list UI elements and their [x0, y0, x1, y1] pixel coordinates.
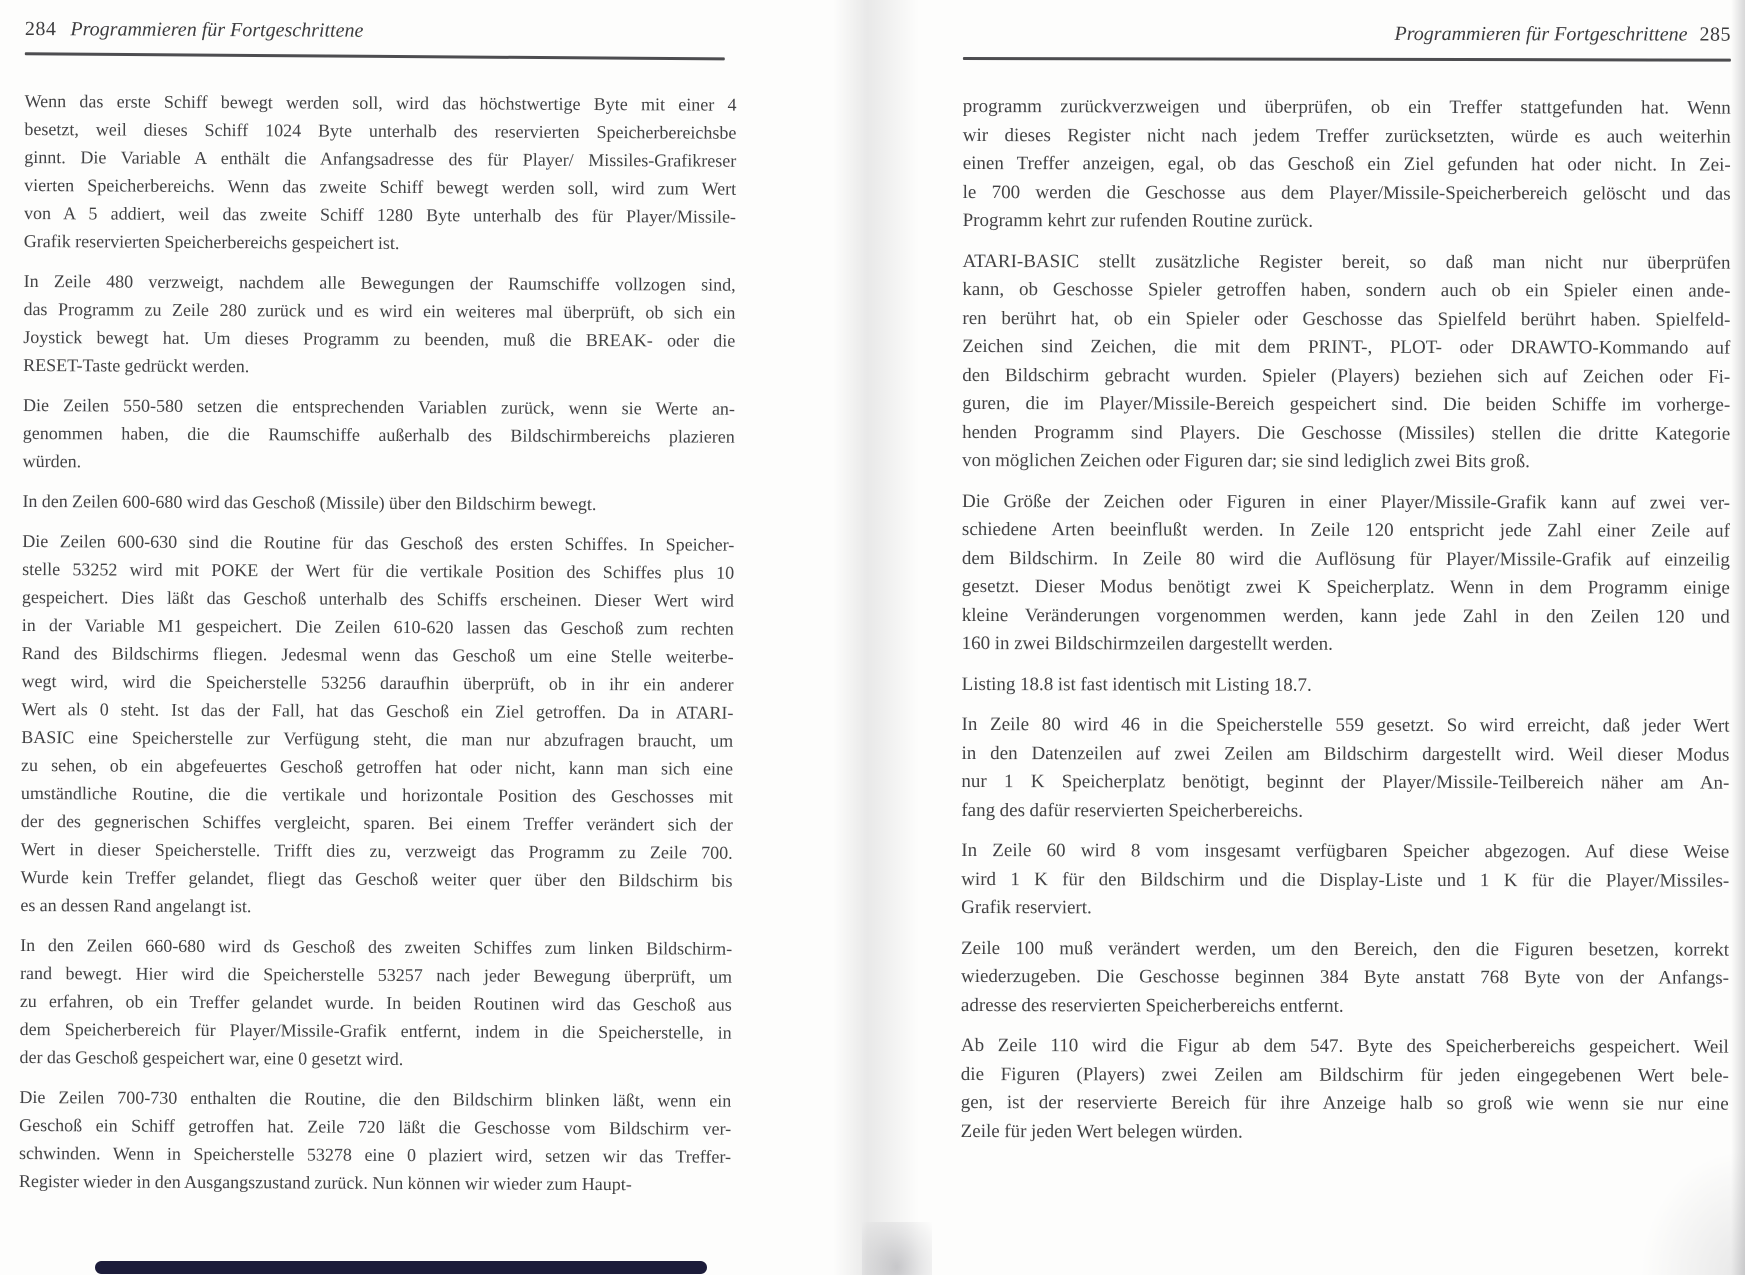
left-page-body: [19, 87, 737, 1199]
text-line: BASIC eine Speicherstelle zur Verfügung steht, die man nur abzufragen braucht, um: [21, 726, 734, 751]
paragraph: [24, 87, 737, 259]
text-line: in den Datenzeilen auf zwei Zeilen am Bildschirm dargestellt wird. Weil dieser Modus: [961, 742, 1730, 766]
left-header-rule: [25, 52, 725, 60]
paragraph: [19, 1083, 732, 1199]
text-line: Geschoß ein Schiff getroffen hat. Zeile 720 läßt die Geschosse vom Bildschirm ver-: [19, 1114, 732, 1139]
paragraph: [961, 934, 1729, 1021]
text-line: ATARI-BASIC stellt zusätzliche Register bereit, so daß man nicht nur überprüfen: [962, 250, 1731, 274]
text-line: Listing 18.8 ist fast identisch mit Listing 18.7.: [961, 673, 1312, 696]
paragraph: [23, 391, 735, 479]
text-line: besetzt, weil dieses Schiff 1024 Byte unterhalb des reservierten Speicherbereichsbe: [24, 118, 737, 143]
text-line: das Programm zu Zeile 280 zurück und es wird ein weiteres mal überprüft, ob sich ein: [23, 298, 736, 323]
scan-corner-shadow: [1640, 1150, 1745, 1275]
left-page: [19, 18, 737, 1211]
left-page-number: 284: [24, 18, 57, 41]
text-line: Zeile 100 muß verändert werden, um den Bereich, den die Figuren besetzen, korrekt: [961, 937, 1730, 961]
text-line: RESET-Taste gedrückt werden.: [23, 354, 250, 377]
horizontal-scrollbar-thumb[interactable]: [95, 1261, 707, 1274]
text-line: Grafik reservierten Speicherbereichs gespeichert ist.: [23, 230, 400, 253]
text-line: kleine Veränderungen vorgenommen werden, kann jede Zahl in den Zeilen 120 und: [961, 604, 1730, 628]
paragraph: [963, 93, 1731, 237]
text-line: Wenn das erste Schiff bewegt werden soll, wird das höchstwertige Byte mit einer 4: [24, 90, 737, 115]
right-page-header: [963, 22, 1731, 47]
left-page-header: [25, 18, 737, 45]
text-line: kann, ob Geschosse Spieler getroffen haben, sondern auch ob ein Spieler einen ande-: [962, 278, 1731, 302]
text-line: In den Zeilen 600-680 wird das Geschoß (Missile) über den Bildschirm bewegt.: [22, 490, 597, 514]
paragraph: [962, 670, 1730, 700]
text-line: wird 1 K für den Bildschirm und die Display-Liste und 1 K für die Player/Missiles-: [961, 868, 1730, 892]
text-line: Wert in dieser Speicherstelle. Trifft dies zu, verzweigt das Programm zu Zeile 700.: [20, 838, 733, 863]
text-line: der des gegnerischen Schiffes vergleicht, sparen. Bei einem Treffer verändert sich der: [20, 810, 733, 835]
text-line: Ab Zeile 110 wird die Figur ab dem 547. Byte des Speicherbereichs gespeichert. Weil: [960, 1034, 1729, 1058]
text-line: In den Zeilen 660-680 wird ds Geschoß des zweiten Schiffes zum linken Bildschirm-: [20, 934, 733, 959]
text-line: wegt wird, wird die Speicherstelle 53256 daraufhin überprüft, ob in ihr ein anderer: [21, 670, 734, 695]
text-line: In Zeile 60 wird 8 vom insgesamt verfügbaren Speicher abgezogen. Auf diese Weise: [961, 839, 1730, 863]
text-line: zu erfahren, ob ein Treffer gelandet wurde. In beiden Routinen wird das Geschoß aus: [19, 990, 732, 1015]
gutter-bottom-shadow: [862, 1222, 932, 1275]
text-line: vierten Speicherbereichs. Wenn das zweite Schiff bewegt werden soll, wird zum Wert: [24, 174, 737, 199]
paragraph: [19, 931, 732, 1075]
paragraph: [961, 711, 1729, 827]
text-line: Die Zeilen 700-730 enthalten die Routine, die den Bildschirm blinken läßt, wenn ein: [19, 1086, 732, 1111]
text-line: Die Größe der Zeichen oder Figuren in einer Player/Missile-Grafik kann auf zwei ver-: [961, 490, 1731, 514]
text-line: wiederzugeben. Die Geschosse beginnen 384 Byte anstatt 768 Byte von der Anfangs-: [960, 965, 1730, 989]
text-line: le 700 werden die Geschosse aus dem Player/Missile-Speicherbereich gelöscht und das: [962, 181, 1731, 205]
paragraph: [961, 837, 1729, 924]
text-line: Wurde kein Treffer gelandet, fliegt das Geschoß weiter quer über den Bildschirm bis: [20, 866, 733, 891]
text-line: Joystick bewegt hat. Um dieses Programm zu beenden, muß die BREAK- oder die: [23, 326, 736, 351]
text-line: dem Speicherbereich für Player/Missile-Grafik entfernt, indem in die Speicherstelle, in: [19, 1018, 732, 1043]
text-line: Rand des Bildschirms fliegen. Jedesmal wenn das Geschoß um eine Stelle weiterbe-: [21, 642, 734, 667]
text-line: Zeichen sind Zeichen, die mit dem PRINT-, PLOT- oder DRAWTO-Kommando auf: [962, 335, 1731, 359]
right-running-title: Programmieren für Fortgeschrittene: [1394, 22, 1688, 46]
left-running-title: Programmieren für Fortgeschrittene: [70, 18, 364, 42]
right-page-body: [961, 93, 1731, 1148]
text-line: wir dieses Register nicht nach jedem Treffer zurücksetzten, würde es auch weiterhin: [962, 124, 1731, 148]
text-line: ginnt. Die Variable A enthält die Anfangsadresse des für Player/ Missiles-Grafikreser: [24, 146, 737, 171]
text-line: stelle 53252 wird mit POKE der Wert für die vertikale Position des Schiffes plus 10: [22, 558, 735, 583]
right-page-number: 285: [1699, 23, 1731, 46]
scan-right-edge-shadow: [1731, 0, 1745, 1275]
text-line: gespeichert. Dies läßt das Geschoß unterhalb des Schiffs erscheinen. Dieser Wert wird: [21, 586, 735, 611]
text-line: Register wieder in den Ausgangszustand zurück. Nun können wir wieder zum Haupt-: [18, 1170, 632, 1195]
text-line: ren berührt hat, ob ein Spieler oder Geschosse das Spielfeld berührt haben. Spielfeld-: [962, 307, 1731, 331]
text-line: es an dessen Rand angelangt ist.: [20, 894, 252, 917]
text-line: Programm kehrt zur rufenden Routine zurück.: [962, 209, 1314, 232]
text-line: den Bildschirm gebracht wurden. Spieler (Players) beziehen sich auf Zeichen oder Fi-: [962, 364, 1731, 388]
text-line: rand bewegt. Hier wird die Speicherstelle 53257 nach jeder Bewegung überprüft, um: [19, 962, 733, 987]
text-line: guren, die im Player/Missile-Bereich gespeichert sind. Die beiden Schiffe im vorherge-: [962, 392, 1731, 416]
text-line: Grafik reserviert.: [961, 896, 1092, 919]
text-line: schwinden. Wenn in Speicherstelle 53278 eine 0 plaziert wird, setzen wir das Treffer-: [19, 1142, 732, 1167]
text-line: von möglichen Zeichen oder Figuren dar; sie sind lediglich zwei Bits groß.: [962, 449, 1530, 473]
text-line: gesetzt. Dieser Modus benötigt zwei K Speicherplatz. Wenn in dem Programm einige: [961, 575, 1730, 599]
text-line: dem Bildschirm. In Zeile 80 wird die Auflösung für Player/Missile-Grafik auf einzeilig: [961, 547, 1730, 571]
paragraph: [961, 1032, 1729, 1148]
text-line: henden Programm sind Players. Die Geschosse (Missiles) stellen die dritte Kategorie: [962, 421, 1731, 445]
text-line: in der Variable M1 gespeichert. Die Zeilen 610-620 lassen das Geschoß zum rechten: [21, 614, 734, 639]
text-line: nur 1 K Speicherplatz benötigt, beginnt der Player/Missile-Teilbereich näher am An-: [961, 770, 1730, 794]
right-header-rule: [963, 57, 1731, 62]
text-line: programm zurückverzweigen und überprüfen, ob ein Treffer stattgefunden hat. Wenn: [962, 95, 1731, 119]
paragraph: [962, 247, 1730, 477]
paragraph: [22, 487, 734, 519]
text-line: der das Geschoß gespeichert war, eine 0 gesetzt wird.: [19, 1046, 404, 1069]
text-line: einen Treffer anzeigen, egal, ob das Geschoß ein Ziel gefunden hat oder nicht. In Zei-: [962, 152, 1731, 176]
text-line: Wert als 0 steht. Ist das der Fall, hat das Geschoß ein Ziel getroffen. Da in ATARI-: [21, 698, 734, 723]
text-line: gen, ist der reservierte Bereich für ihre Anzeige halb so groß wie wenn sie nur eine: [960, 1091, 1729, 1115]
text-line: umständliche Routine, die die vertikale und horizontale Position des Geschosses mit: [20, 782, 733, 807]
text-line: adresse des reservierten Speicherbereichs entfernt.: [960, 994, 1344, 1017]
text-line: In Zeile 80 wird 46 in die Speicherstelle 559 gesetzt. So wird erreicht, daß jeder Wert: [961, 713, 1730, 737]
right-page: [961, 22, 1731, 1160]
text-line: Zeile für jeden Wert belegen würden.: [960, 1120, 1243, 1143]
text-line: Die Zeilen 600-630 sind die Routine für das Geschoß des ersten Schiffes. In Speicher-: [22, 530, 735, 555]
text-line: genommen haben, die die Raumschiffe außerhalb des Bildschirmbereichs plazieren: [22, 422, 735, 447]
text-line: 160 in zwei Bildschirmzeilen dargestellt werden.: [961, 632, 1333, 655]
text-line: würden.: [22, 450, 82, 472]
paragraph: [23, 267, 736, 383]
page-gutter-shadow: [833, 0, 919, 1275]
text-line: schiedene Arten beeinflußt werden. In Zeile 120 entspricht jede Zahl einer Zeile auf: [961, 518, 1730, 542]
text-line: die Figuren (Players) zwei Zeilen am Bildschirm für jeden eingegebenen Wert bele-: [960, 1063, 1729, 1087]
text-line: zu sehen, ob ein abgefeuertes Geschoß getroffen hat oder nicht, kann man sich eine: [21, 754, 734, 779]
text-line: Die Zeilen 550-580 setzen die entsprechenden Variablen zurück, wenn sie Werte an-: [22, 394, 736, 419]
paragraph: [962, 487, 1730, 660]
text-line: von A 5 addiert, weil das zweite Schiff 1280 Byte unterhalb des für Player/Missile-: [23, 202, 737, 227]
paragraph: [20, 527, 734, 923]
text-line: In Zeile 480 verzweigt, nachdem alle Bewegungen der Raumschiffe vollzogen sind,: [23, 270, 736, 295]
text-line: fang des dafür reservierten Speicherbereichs.: [961, 799, 1303, 822]
